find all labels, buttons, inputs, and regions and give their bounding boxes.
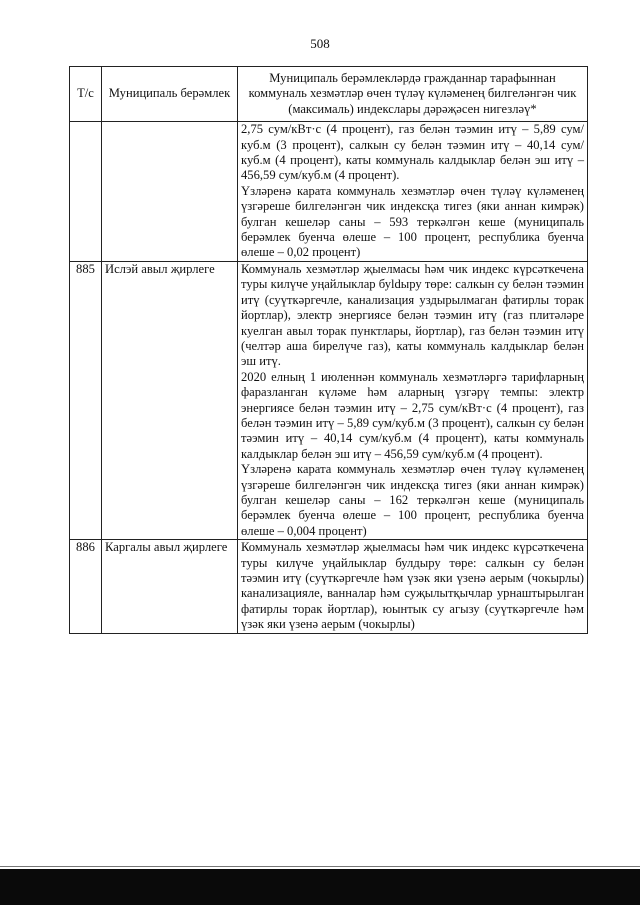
table-row-continuation xyxy=(70,122,588,262)
paragraph: Коммуналь хезмәтләр җыелмасы һәм чик индекс күрсәткечена туры килүче уңайлыклар булдыру төре: салкын су белән тәэмин итү (суүткәргечле һәм үзәк яки үзенә аерым (чокырлы) канализацияле, ванналар һәм суҗылытқычлар урнаштырылган фатирлы торак йортлар), юынтык су агызу (суүткәргечле һәм үзәк яки үзенә аерым (чокырлы) xyxy=(241,540,584,632)
paragraph: Үзләренә карата коммуналь хезмәтләр өчен түләү күләменең үзгәреше билгеләнгән чик индексқа тигез (яки аннан кимрәк) булган кешеләр саны – 162 теркәлгән кеше (муниципаль берәмлек буенча өлеше – 100 процент, республика буенча өлеше – 0,004 процент) xyxy=(241,462,584,538)
scan-bottom-band xyxy=(0,869,640,905)
row-number-cell: 885 xyxy=(70,261,102,539)
paragraph: Үзләренә карата коммуналь хезмәтләр өчен түләү күләменең үзгәреше билгеләнгән чик индексқа тигез (яки аннан кимрәк) булган кешеләр саны – 593 теркәлгән кеше (муниципаль берәмлек буенча өлеше – 100 процент, республика буенча өлеше – 0,02 процент) xyxy=(241,183,584,260)
row-description-cell xyxy=(238,261,588,539)
paragraph: 2,75 сум/кВт·с (4 процент), газ белән тәэмин итү – 5,89 сум/куб.м (3 процент), салкын су белән тәэмин итү – 40,14 сум/куб.м (4 процент), каты коммуналь калдыклар белән эш итү – 456,59 сум/куб.м (4 процент). xyxy=(241,122,584,183)
page-number: 508 xyxy=(310,36,330,51)
table-header-row xyxy=(70,67,588,122)
row-municipality-cell: Каргалы авыл җирлеге xyxy=(102,540,238,633)
header-municipality: Муниципаль берәмлек xyxy=(102,67,238,122)
table-row-885 xyxy=(70,261,588,539)
row-number-cell: 886 xyxy=(70,540,102,633)
paragraph: Коммуналь хезмәтләр җыелмасы һәм чик индекс күрсәткечена туры килүче уңайлыклар буldыру төре: салкын су белән тәэмин итү (суүткәргечле, канализация уздырылмаган фатирлы торак йортлар), электр энергиясе белән тәэмин итү (газ плитәләре куелган авыл торак пунктлары, йортлар), газ белән тәэмин итү (челтәр аша бирелүче газ), каты коммуналь калдыклар белән эш итү. xyxy=(241,261,584,369)
header-description: Муниципаль берәмлекләрдә гражданнар тарафыннан коммуналь хезмәтләр өчен түләү күләменең билгеләнгән чик (максималь) индекслары дәрәҗәсен нигезләү* xyxy=(238,67,588,122)
row-municipality-cell xyxy=(102,122,238,262)
table-row-886 xyxy=(70,540,588,633)
scan-edge-line xyxy=(0,866,640,867)
row-description-cell xyxy=(238,122,588,262)
header-number: Т/с xyxy=(70,67,102,122)
municipal-index-table xyxy=(69,66,588,634)
row-municipality-cell: Ислэй авыл җирлеге xyxy=(102,261,238,539)
row-description-cell xyxy=(238,540,588,633)
paragraph: 2020 елның 1 июленнән коммуналь хезмәтләргә тарифларның фаразланган күләме һәм аларның үзгәрү темпы: электр энергиясе белән тәэмин итү – 2,75 сум/кВт·с (4 процент), газ белән тәэмин итү – 5,89 сум/куб.м (3 процент), салкын су белән тәэмин итү – 40,14 сум/куб.м (4 процент), каты коммуналь калдыклар белән эш итү – 456,59 сум/куб.м (4 процент). xyxy=(241,369,584,461)
row-number-cell xyxy=(70,122,102,262)
